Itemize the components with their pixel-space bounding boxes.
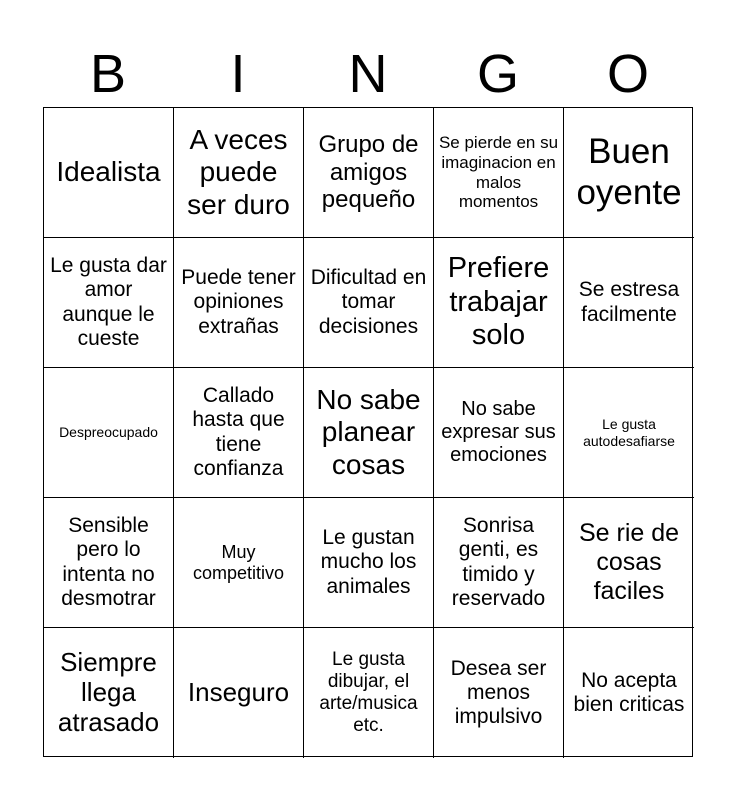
cell-text: Buen oyente: [576, 132, 682, 212]
bingo-cell[interactable]: [44, 368, 174, 498]
cell-text: Le gusta dar amor aunque le cueste: [50, 254, 167, 350]
bingo-cell[interactable]: [304, 368, 434, 498]
bingo-header: [43, 40, 693, 108]
cell-text: Le gustan mucho los animales: [320, 526, 417, 598]
bingo-cell[interactable]: [564, 628, 694, 758]
cell-text: Grupo de amigos pequeño: [318, 131, 419, 214]
header-letter-o: O: [606, 44, 649, 104]
bingo-cell[interactable]: [564, 108, 694, 238]
cell-text: No acepta bien criticas: [573, 668, 685, 716]
bingo-cell[interactable]: [44, 498, 174, 628]
bingo-cell[interactable]: [304, 108, 434, 238]
bingo-cell[interactable]: [304, 238, 434, 368]
cell-text: Despreocupado: [59, 424, 158, 441]
cell-text: Sensible pero lo intenta no desmotrar: [61, 514, 156, 610]
cell-text: Sonrisa genti, es timido y reservado: [451, 514, 546, 610]
bingo-cell[interactable]: [44, 238, 174, 368]
bingo-cell[interactable]: [174, 238, 304, 368]
cell-text: Dificultad en tomar decisiones: [310, 266, 427, 338]
bingo-board: [43, 107, 693, 757]
cell-text: Desea ser menos impulsivo: [450, 656, 547, 729]
cell-text: Le gusta autodesafiarse: [583, 416, 675, 449]
bingo-cell[interactable]: [434, 628, 564, 758]
cell-text: Prefiere trabajar solo: [447, 252, 550, 352]
bingo-cell[interactable]: [174, 108, 304, 238]
bingo-cell[interactable]: [434, 108, 564, 238]
cell-text: Puede tener opiniones extrañas: [181, 266, 296, 338]
cell-text: Callado hasta que tiene confianza: [192, 384, 285, 480]
cell-text: Idealista: [56, 156, 161, 188]
bingo-cell[interactable]: [304, 628, 434, 758]
bingo-cell[interactable]: [174, 628, 304, 758]
bingo-cell[interactable]: [44, 108, 174, 238]
cell-text: Se rie de cosas faciles: [578, 519, 680, 605]
header-letter-n: N: [348, 44, 388, 104]
cell-text: Le gusta dibujar, el arte/musica etc.: [319, 649, 418, 736]
bingo-cell[interactable]: [564, 498, 694, 628]
bingo-cell[interactable]: [174, 498, 304, 628]
cell-text: No sabe planear cosas: [316, 384, 421, 480]
header-letter-b: B: [89, 44, 127, 104]
cell-text: Se pierde en su imaginacion en malos momentos: [438, 133, 559, 212]
cell-text: Muy competitivo: [192, 541, 285, 583]
bingo-cell[interactable]: [434, 238, 564, 368]
bingo-cell[interactable]: [44, 628, 174, 758]
bingo-cell[interactable]: [434, 498, 564, 628]
cell-text: Inseguro: [187, 677, 290, 708]
cell-text: No sabe expresar sus emociones: [441, 398, 556, 466]
header-letter-i: I: [230, 44, 246, 104]
bingo-cell[interactable]: [434, 368, 564, 498]
bingo-cell[interactable]: [174, 368, 304, 498]
bingo-cell[interactable]: [564, 238, 694, 368]
cell-text: A veces puede ser duro: [187, 124, 290, 220]
bingo-cell[interactable]: [304, 498, 434, 628]
bingo-cell[interactable]: [564, 368, 694, 498]
cell-text: Siempre llega atrasado: [57, 647, 160, 737]
cell-text: Se estresa facilmente: [578, 278, 680, 326]
header-letter-g: G: [476, 44, 519, 104]
